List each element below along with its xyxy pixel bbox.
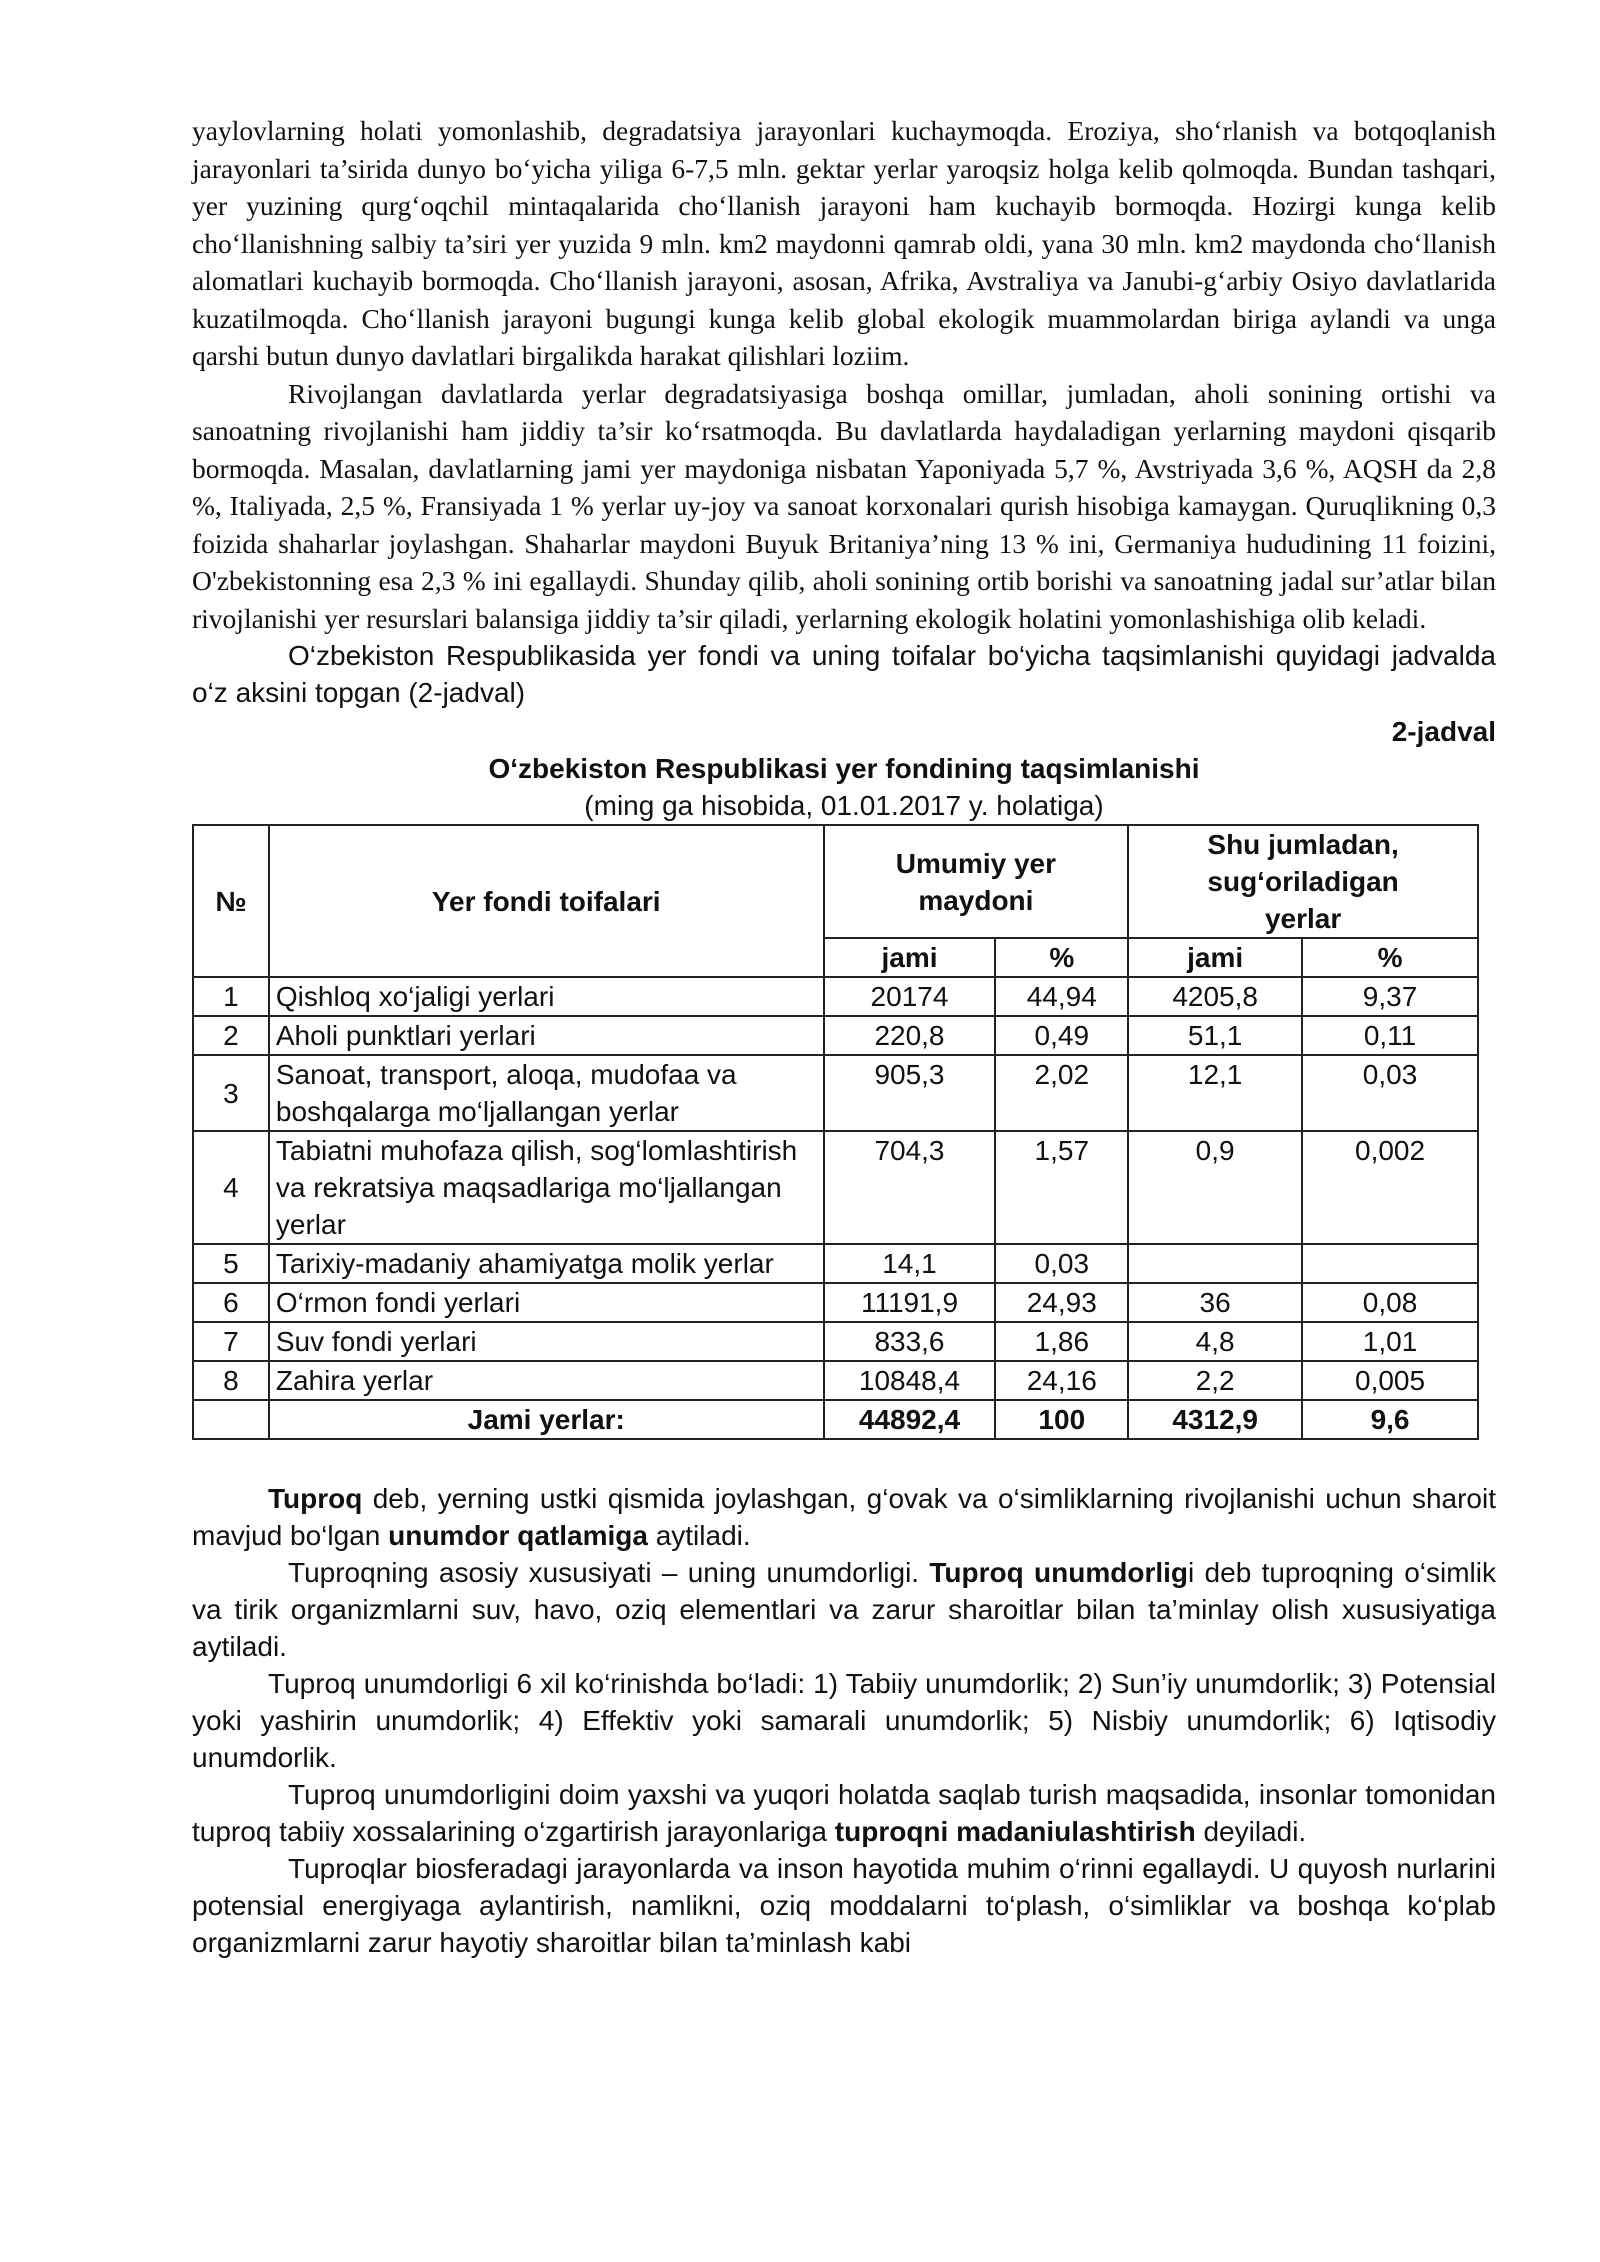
row-number: 3 [193, 1055, 269, 1131]
total-row-total: 44892,4 [824, 1400, 996, 1439]
header-total-jami: jami [824, 938, 996, 977]
row-total: 220,8 [824, 1016, 996, 1055]
paragraph-desertification: yaylovlarning holati yomonlashib, degradatsiya jarayonlari kuchaymoqda. Eroziya, sho‘rlanish va botqoqlanish jarayonlari ta’sirida dunyo bo‘yicha yiliga 6-7,5 mln. gektar yerlar yaroqsiz holga kelib qolmoqda. Bundan tashqari, yer yuzining qurg‘oqchil mintaqalarida cho‘llanish jarayoni ham kuchayib bormoqda. Hozirgi kunga kelib cho‘llanishning salbiy ta’siri yer yuzida 9 mln. km2 maydonni qamrab oldi, yana 30 mln. km2 maydonda cho‘llanish alomatlari kuchayib bormoqda. Cho‘llanish jarayoni, asosan, Afrika, Avstraliya va Janubi-g‘arbiy Osiyo davlatlarida kuzatilmoqda. Cho‘llanish jarayoni bugungi kunga kelib global ekologik muammolardan biriga aylandi va unga qarshi butun dunyo davlatlari birgalikda harakat qilishlari loziim. [192, 115, 1496, 371]
row-irrigated-pct [1302, 1244, 1478, 1283]
row-irrigated-pct: 0,11 [1302, 1016, 1478, 1055]
row-irrigated: 12,1 [1128, 1055, 1302, 1131]
table-row [193, 1283, 1478, 1322]
row-category: Sanoat, transport, aloqa, mudofaa va boshqalarga mo‘ljallangan yerlar [269, 1055, 824, 1131]
row-total-pct: 24,16 [995, 1361, 1128, 1400]
row-total-pct: 44,94 [995, 977, 1128, 1016]
table-label: 2-jadval [1391, 716, 1496, 747]
row-category: Tabiatni muhofaza qilish, sog‘lomlashtirish va rekratsiya maqsadlariga mo‘ljallangan yerlar [269, 1131, 824, 1244]
row-total-pct: 2,02 [995, 1055, 1128, 1131]
total-row-irrigated: 4312,9 [1128, 1400, 1302, 1439]
table-row [193, 1131, 1478, 1244]
table-row [193, 977, 1478, 1016]
row-irrigated [1128, 1244, 1302, 1283]
paragraph-table-intro: O‘zbekiston Respublikasida yer fondi va uning toifalar bo‘yicha taqsimlanishi quyidagi jadvalda o‘z aksini topgan (2-jadval) [192, 640, 1496, 708]
row-number: 5 [193, 1244, 269, 1283]
header-total-pct: % [995, 938, 1128, 977]
total-row-number [193, 1400, 269, 1439]
header-total-area: Umumiy yer maydoni [824, 825, 1129, 938]
paragraph-fertility-types: Tuproq unumdorligi 6 xil ko‘rinishda bo‘ladi: 1) Tabiiy unumdorlik; 2) Sun’iy unumdorlik; 3) Potensial yoki yashirin unumdorlik; 4) Effektiv yoki samarali unumdorlik; 5) Nisbiy unumdorlik; 6) Iqtisodiy unumdorlik. [192, 1668, 1496, 1773]
term-soil-fertility: Tuproq unumdorlig [929, 1557, 1189, 1588]
row-irrigated: 36 [1128, 1283, 1302, 1322]
row-total-pct: 1,57 [995, 1131, 1128, 1244]
total-row-irrigated-pct: 9,6 [1302, 1400, 1478, 1439]
total-row-label: Jami yerlar: [269, 1400, 824, 1439]
row-irrigated-pct: 9,37 [1302, 977, 1478, 1016]
row-category: O‘rmon fondi yerlari [269, 1283, 824, 1322]
paragraph-soil-definition: Tuproq deb, yerning ustki qismida joylashgan, g‘ovak va o‘simliklarning rivojlanishi uchun sharoit mavjud bo‘lgan unumdor qatlamiga aytiladi. [192, 1483, 1496, 1551]
paragraph-biosphere: Tuproqlar biosferadagi jarayonlarda va inson hayotida muhim o‘rinni egallaydi. U quyosh nurlarini potensial energiyaga aylantirish, namlikni, oziq moddalarni to‘plash, o‘simliklar va boshqa ko‘plab organizmlarni zarur hayotiy sharoitlar bilan ta’minlash kabi [192, 1853, 1496, 1958]
term-fertile-layer: unumdor qatlamiga [388, 1520, 648, 1551]
row-number: 4 [193, 1131, 269, 1244]
row-category: Aholi punktlari yerlari [269, 1016, 824, 1055]
row-total: 14,1 [824, 1244, 996, 1283]
table-row [193, 1361, 1478, 1400]
table-row [193, 1322, 1478, 1361]
paragraph-cultivation: Tuproq unumdorligini doim yaxshi va yuqori holatda saqlab turish maqsadida, insonlar tomonidan tuproq tabiiy xossalarining o‘zgartirish jarayonlariga tuproqni madaniulashtirish deyiladi. [192, 1779, 1496, 1847]
row-number: 7 [193, 1322, 269, 1361]
row-irrigated: 51,1 [1128, 1016, 1302, 1055]
row-irrigated-pct: 1,01 [1302, 1322, 1478, 1361]
header-category: Yer fondi toifalari [269, 825, 824, 977]
row-total-pct: 1,86 [995, 1322, 1128, 1361]
row-total-pct: 24,93 [995, 1283, 1128, 1322]
term-cultivation: tuproqni madaniulashtirish [834, 1816, 1196, 1847]
header-irrigated: Shu jumladan, sug‘oriladigan yerlar [1128, 825, 1478, 938]
table-title: O‘zbekiston Respublikasi yer fondining taqsimlanishi [488, 753, 1200, 784]
header-number: № [193, 825, 269, 977]
row-irrigated-pct: 0,08 [1302, 1283, 1478, 1322]
table-subtitle: (ming ga hisobida, 01.01.2017 y. holatiga) [584, 790, 1104, 821]
term-tuproq: Tuproq [268, 1483, 363, 1514]
row-total: 905,3 [824, 1055, 996, 1131]
row-total: 704,3 [824, 1131, 996, 1244]
row-irrigated: 4,8 [1128, 1322, 1302, 1361]
row-category: Tarixiy-madaniy ahamiyatga molik yerlar [269, 1244, 824, 1283]
row-total-pct: 0,49 [995, 1016, 1128, 1055]
row-category: Qishloq xo‘jaligi yerlari [269, 977, 824, 1016]
row-total: 11191,9 [824, 1283, 996, 1322]
row-number: 8 [193, 1361, 269, 1400]
land-fund-table [192, 824, 1479, 1440]
row-irrigated: 0,9 [1128, 1131, 1302, 1244]
paragraph-developed-countries: Rivojlangan davlatlarda yerlar degradatsiyasiga boshqa omillar, jumladan, aholi sonining ortishi va sanoatning rivojlanishi ham jiddiy ta’sir ko‘rsatmoqda. Bu davlatlarda haydaladigan yerlarning maydoni qisqarib bormoqda. Masalan, davlatlarning jami yer maydoniga nisbatan Yaponiyada 5,7 %, Avstriyada 3,6 %, AQSH da 2,8 %, Italiyada, 2,5 %, Fransiyada 1 % yerlar uy-joy va sanoat korxonalari qurish hisobiga kamaygan. Quruqlikning 0,3 foizida shaharlar joylashgan. Shaharlar maydoni Buyuk Britaniya’ning 13 % ini, Germaniya hududining 11 foizini, O'zbekistonning esa 2,3 % ini egallaydi. Shunday qilib, aholi sonining ortib borishi va sanoatning jadal sur’atlar bilan rivojlanishi yer resurslari balansiga jiddiy ta’sir qiladi, yerlarning ekologik holatini yomonlashishiga olib keladi. [192, 377, 1496, 634]
header-irrigated-pct: % [1302, 938, 1478, 977]
row-number: 6 [193, 1283, 269, 1322]
table-total-row [193, 1400, 1478, 1439]
row-irrigated: 2,2 [1128, 1361, 1302, 1400]
table-row [193, 1016, 1478, 1055]
row-category: Zahira yerlar [269, 1361, 824, 1400]
row-total: 10848,4 [824, 1361, 996, 1400]
row-number: 1 [193, 977, 269, 1016]
row-category: Suv fondi yerlari [269, 1322, 824, 1361]
total-row-total-pct: 100 [995, 1400, 1128, 1439]
row-irrigated-pct: 0,03 [1302, 1055, 1478, 1131]
row-total: 833,6 [824, 1322, 996, 1361]
table-header-row [193, 825, 1478, 938]
table-row [193, 1055, 1478, 1131]
document-page [192, 112, 1496, 1961]
header-irrigated-jami: jami [1128, 938, 1302, 977]
row-irrigated-pct: 0,002 [1302, 1131, 1478, 1244]
paragraph-soil-fertility: Tuproqning asosiy xususiyati – uning unumdorligi. Tuproq unumdorligi deb tuproqning o‘simlik va tirik organizmlarni suv, havo, oziq elementlari va zarur sharoitlar bilan ta’minlay olish xususiyatiga aytiladi. [192, 1557, 1496, 1662]
row-total-pct: 0,03 [995, 1244, 1128, 1283]
row-total: 20174 [824, 977, 996, 1016]
row-irrigated: 4205,8 [1128, 977, 1302, 1016]
row-irrigated-pct: 0,005 [1302, 1361, 1478, 1400]
row-number: 2 [193, 1016, 269, 1055]
table-row [193, 1244, 1478, 1283]
